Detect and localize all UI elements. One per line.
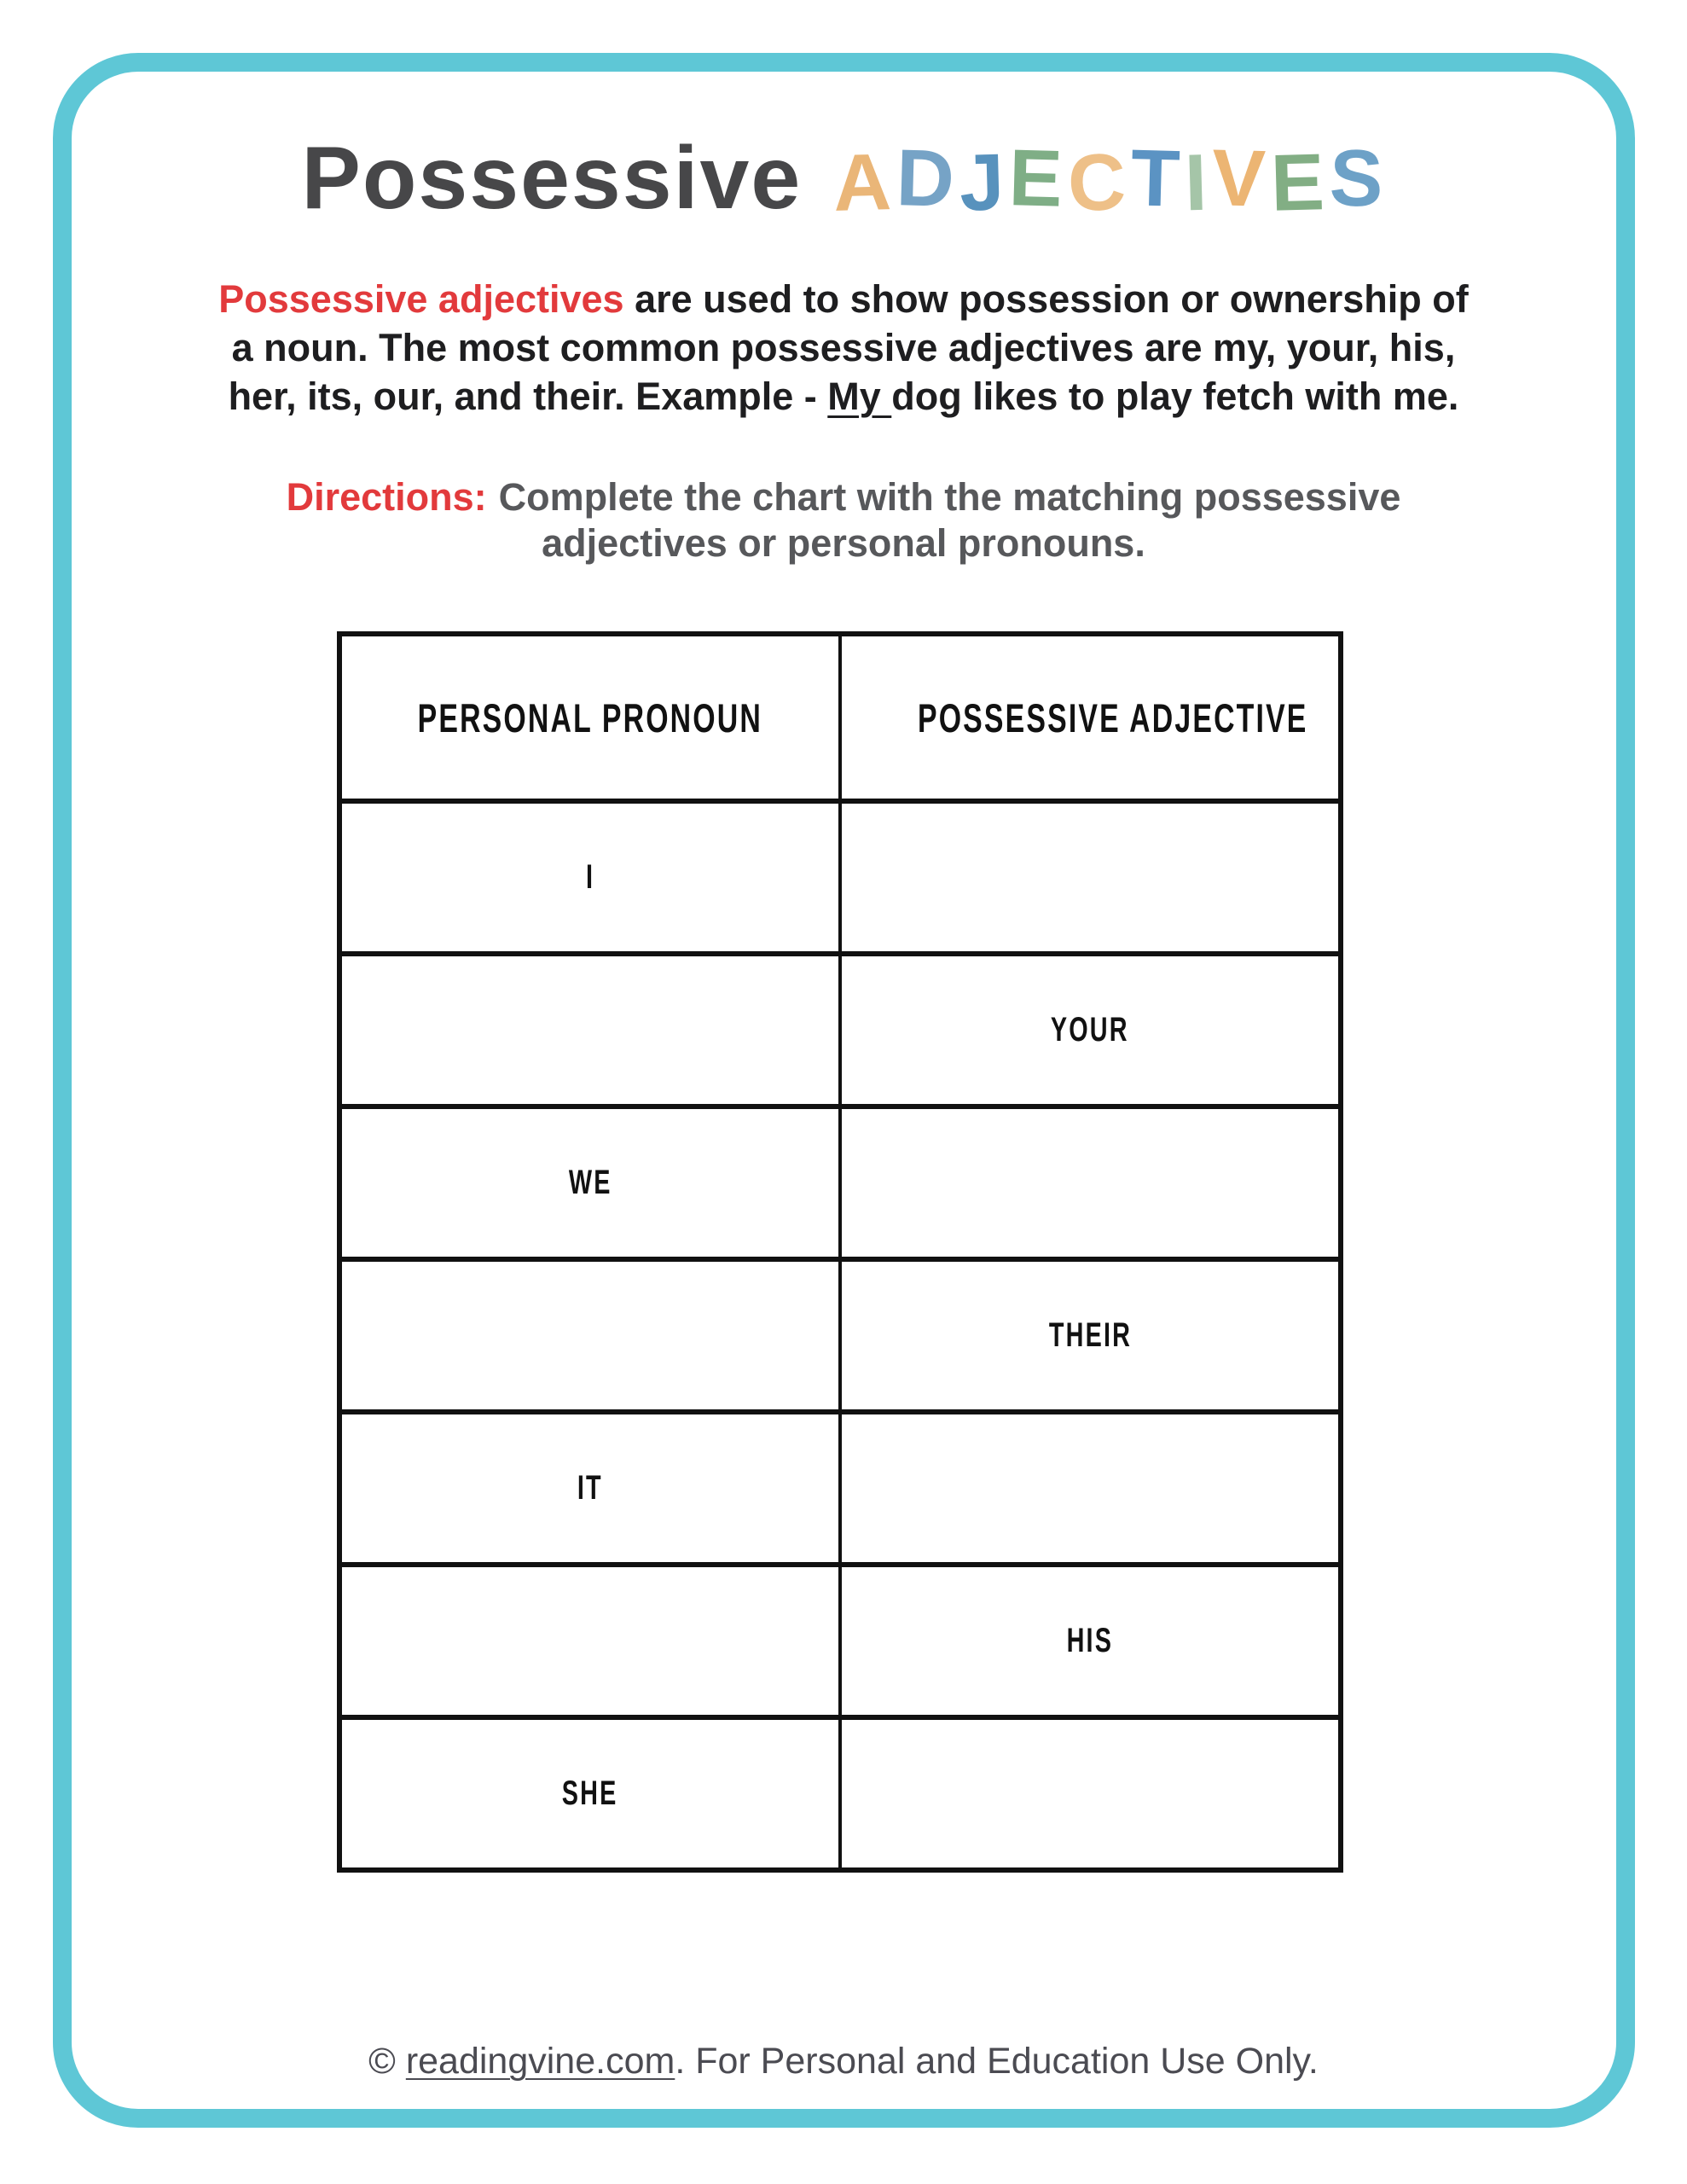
title-letter-e1: E — [1007, 132, 1064, 224]
footer-prefix: © — [368, 2041, 406, 2082]
header-personal-pronoun-label: PERSONAL PRONOUN — [417, 694, 763, 741]
definition-line-3 — [0, 372, 1687, 421]
pronoun-cell-she — [339, 1717, 840, 1870]
title-letter-d: D — [895, 132, 956, 224]
table-row — [339, 801, 1341, 954]
adjective-cell-his — [840, 1565, 1341, 1717]
header-personal-pronoun — [339, 634, 840, 801]
directions-paragraph — [0, 474, 1687, 566]
adjective-cell-your — [840, 954, 1341, 1107]
table-row — [339, 1412, 1341, 1565]
directions-text-1: Complete the chart with the matching possessive — [498, 475, 1401, 519]
cell-text: YOUR — [1051, 1011, 1129, 1048]
title-letter-s: S — [1328, 132, 1384, 224]
header-possessive-adjective-label: POSSESSIVE ADJECTIVE — [917, 694, 1308, 741]
definition-paragraph — [0, 275, 1687, 421]
table-row — [339, 1107, 1341, 1259]
definition-line-1 — [0, 275, 1687, 323]
definition-line-1-rest: are used to show possession or ownership of — [623, 277, 1469, 321]
title-word-adjectives — [831, 132, 1385, 228]
answer-cell-adjective-row1[interactable] — [840, 801, 1341, 954]
definition-line-2: a noun. The most common possessive adjectives are my, your, his, — [231, 326, 1456, 369]
cell-text: I — [585, 858, 595, 896]
table-row — [339, 1259, 1341, 1412]
cell-text: SHE — [562, 1774, 618, 1812]
table-row — [339, 954, 1341, 1107]
cell-text: THEIR — [1048, 1316, 1132, 1354]
footer-rest: . For Personal and Education Use Only. — [675, 2041, 1319, 2082]
directions-line-2: adjectives or personal pronouns. — [542, 521, 1145, 565]
answer-cell-pronoun-row6[interactable] — [339, 1565, 840, 1717]
footer-copyright — [0, 2041, 1687, 2082]
title-letter-t: T — [1129, 132, 1181, 224]
directions-label: Directions: — [286, 475, 487, 519]
pronoun-adjective-table — [337, 631, 1343, 1873]
directions-line-1 — [0, 474, 1687, 520]
page-title — [0, 128, 1687, 229]
title-letter-j: J — [958, 136, 1006, 228]
cell-text: HIS — [1066, 1622, 1114, 1659]
pronoun-cell-it — [339, 1412, 840, 1565]
answer-cell-adjective-row5[interactable] — [840, 1412, 1341, 1565]
title-letter-v: V — [1211, 132, 1267, 224]
title-letter-i: I — [1183, 136, 1209, 228]
example-underlined-word: My — [827, 375, 892, 418]
answer-cell-pronoun-row4[interactable] — [339, 1259, 840, 1412]
definition-line-3-rest: dog likes to play fetch with me. — [891, 375, 1459, 418]
header-possessive-adjective — [840, 634, 1341, 801]
readingvine-link[interactable]: readingvine.com — [405, 2041, 675, 2082]
definition-lead-term: Possessive adjectives — [218, 277, 624, 321]
title-letter-e2: E — [1269, 136, 1326, 228]
title-word-possessive: Possessive — [301, 129, 803, 228]
table-row — [339, 1565, 1341, 1717]
pronoun-cell-we — [339, 1107, 840, 1259]
answer-cell-pronoun-row2[interactable] — [339, 954, 840, 1107]
title-letter-c: C — [1066, 136, 1128, 228]
table-row — [339, 1717, 1341, 1870]
title-letter-a: A — [832, 136, 893, 228]
cell-text: IT — [577, 1469, 603, 1507]
answer-cell-adjective-row7[interactable] — [840, 1717, 1341, 1870]
adjective-cell-their — [840, 1259, 1341, 1412]
definition-line-3-pre: her, its, our, and their. Example - — [228, 375, 828, 418]
pronoun-cell-i — [339, 801, 840, 954]
answer-cell-adjective-row3[interactable] — [840, 1107, 1341, 1259]
cell-text: WE — [568, 1164, 612, 1201]
table-header-row — [339, 634, 1341, 801]
